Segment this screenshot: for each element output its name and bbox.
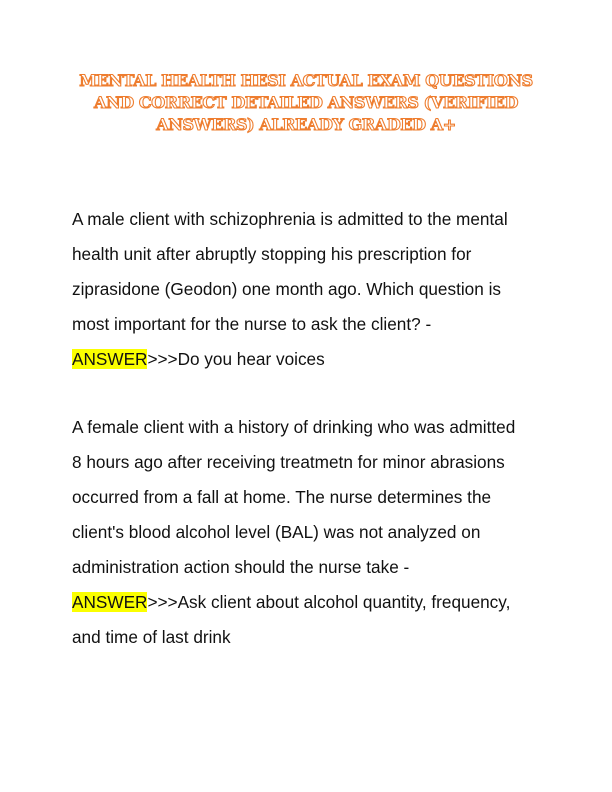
question-2-line-3: occurred from a fall at home. The nurse determines the (72, 487, 492, 507)
answer-2-continuation: and time of last drink (72, 627, 231, 647)
question-block-1 (72, 202, 542, 377)
question-2-line-4: client's blood alcohol level (BAL) was not analyzed on (72, 522, 481, 542)
question-1-line-1: A male client with schizophrenia is admitted to the mental (72, 209, 508, 229)
title-line-2: AND CORRECT DETAILED ANSWERS (VERIFIED (94, 93, 518, 112)
question-2-line-1: A female client with a history of drinking who was admitted (72, 417, 516, 437)
document-title (60, 70, 552, 136)
question-block-2 (72, 410, 542, 655)
question-2-line-2: 8 hours ago after receiving treatmetn for minor abrasions (72, 452, 505, 472)
question-2-line-5: administration action should the nurse take - (72, 557, 410, 577)
answer-1-line (72, 342, 542, 377)
question-1-line-4: most important for the nurse to ask the client? - (72, 314, 432, 334)
answer-label-highlight: ANSWER (72, 592, 148, 612)
answer-1-text: >>>Do you hear voices (147, 349, 325, 369)
question-1-line-3: ziprasidone (Geodon) one month ago. Which question is (72, 279, 501, 299)
answer-2-line (72, 585, 542, 620)
answer-2-text: >>>Ask client about alcohol quantity, frequency, (147, 592, 511, 612)
question-1-line-2: health unit after abruptly stopping his prescription for (72, 244, 472, 264)
answer-label-highlight: ANSWER (72, 349, 148, 369)
title-line-1: MENTAL HEALTH HESI ACTUAL EXAM QUESTIONS (79, 71, 533, 90)
title-line-3: ANSWERS) ALREADY GRADED A+ (156, 115, 456, 134)
